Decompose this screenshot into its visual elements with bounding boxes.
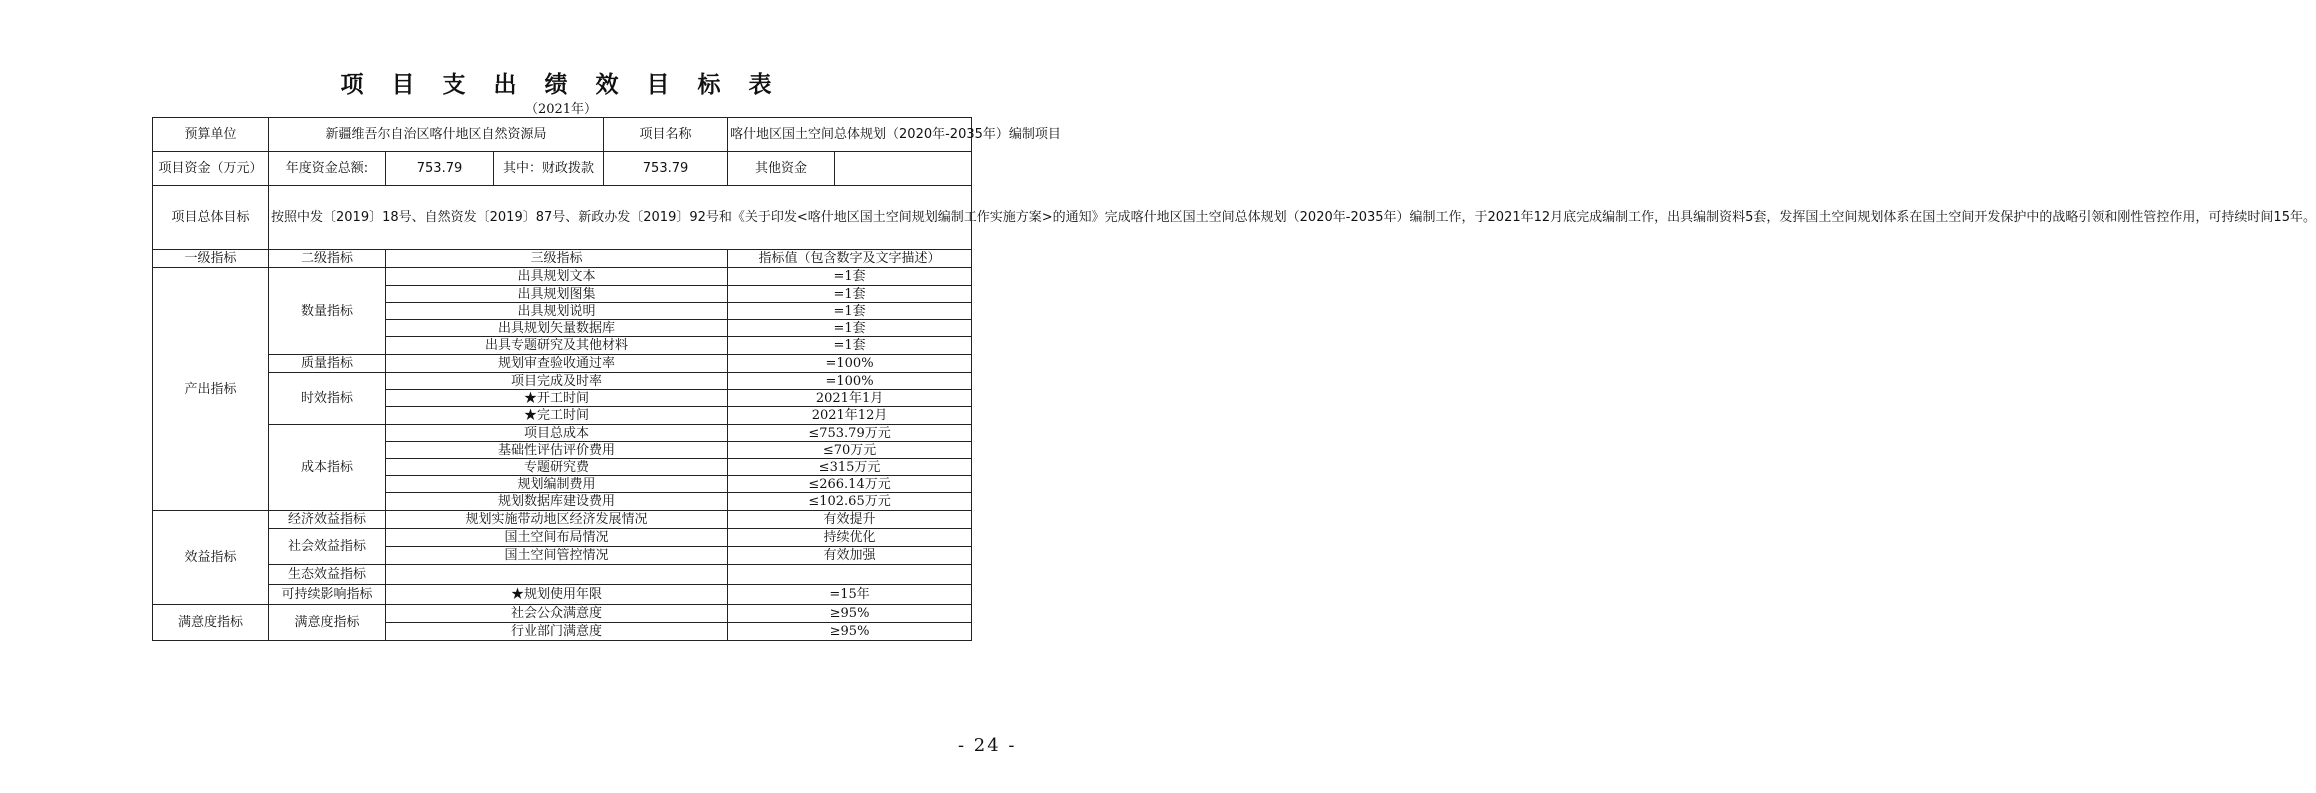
indicator-cell: ★开工时间 — [386, 390, 728, 407]
subgroup-economic: 经济效益指标 — [269, 511, 386, 529]
group-output: 产出指标 — [153, 268, 269, 511]
value-cell: ≤70万元 — [728, 442, 972, 459]
other-funds-value — [835, 152, 972, 186]
indicator-cell: 社会公众满意度 — [386, 605, 728, 623]
group-benefit: 效益指标 — [153, 511, 269, 605]
value-cell: 有效提升 — [728, 511, 972, 529]
project-name-label: 项目名称 — [604, 118, 728, 152]
value-cell: =1套 — [728, 337, 972, 355]
goal-text: 按照中发〔2019〕18号、自然资发〔2019〕87号、新政办发〔2019〕92号和《关于印发<喀什地区国土空间规划编制工作实施方案>的通知》完成喀什地区国土空间总体规划（2020年-2035年）编制工作，于2021年12月底完成编制工作，出具编制资料5套，发挥国土空间规划体系在国土空间开发保护中的战略引领和刚性管控作用，可持续时间15年。 — [269, 186, 972, 250]
indicator-cell: 出具规划矢量数据库 — [386, 320, 728, 337]
other-funds-label: 其他资金 — [728, 152, 835, 186]
group-satisfaction: 满意度指标 — [153, 605, 269, 641]
value-cell: =1套 — [728, 268, 972, 286]
fiscal-label: 其中：财政拨款 — [494, 152, 604, 186]
subgroup-ecological: 生态效益指标 — [269, 565, 386, 585]
subgroup-timeliness: 时效指标 — [269, 373, 386, 425]
value-cell: =15年 — [728, 585, 972, 605]
indicator-cell: 出具规划图集 — [386, 286, 728, 303]
fiscal-value: 753.79 — [604, 152, 728, 186]
value-cell: ≥95% — [728, 623, 972, 641]
value-cell: =1套 — [728, 286, 972, 303]
indicator-cell: 项目完成及时率 — [386, 373, 728, 390]
value-cell: 2021年12月 — [728, 407, 972, 425]
document-year: （2021年） — [524, 102, 598, 117]
indicator-cell: 规划编制费用 — [386, 476, 728, 493]
annual-total-value: 753.79 — [386, 152, 494, 186]
value-cell: ≥95% — [728, 605, 972, 623]
col-header-level3: 三级指标 — [386, 250, 728, 268]
subgroup-social: 社会效益指标 — [269, 529, 386, 565]
value-cell: 持续优化 — [728, 529, 972, 547]
subgroup-quality: 质量指标 — [269, 355, 386, 373]
performance-table — [152, 117, 2316, 641]
indicator-cell: 规划数据库建设费用 — [386, 493, 728, 511]
indicator-cell: 出具专题研究及其他材料 — [386, 337, 728, 355]
indicator-cell: 规划审查验收通过率 — [386, 355, 728, 373]
indicator-cell: ★完工时间 — [386, 407, 728, 425]
goal-label: 项目总体目标 — [153, 186, 269, 250]
value-cell: =1套 — [728, 303, 972, 320]
value-cell: ≤753.79万元 — [728, 425, 972, 442]
col-header-value: 指标值（包含数字及文字描述） — [728, 250, 972, 268]
indicator-cell: 国土空间布局情况 — [386, 529, 728, 547]
annual-total-label: 年度资金总额: — [269, 152, 386, 186]
value-cell: =100% — [728, 373, 972, 390]
document-title: 项 目 支 出 绩 效 目 标 表 — [340, 71, 782, 98]
col-header-level1: 一级指标 — [153, 250, 269, 268]
subgroup-quantity: 数量指标 — [269, 268, 386, 355]
indicator-cell: 国土空间管控情况 — [386, 547, 728, 565]
value-cell: ≤102.65万元 — [728, 493, 972, 511]
subgroup-cost: 成本指标 — [269, 425, 386, 511]
funds-label: 项目资金（万元） — [153, 152, 269, 186]
subgroup-satisfaction: 满意度指标 — [269, 605, 386, 641]
indicator-cell: 项目总成本 — [386, 425, 728, 442]
indicator-cell: 基础性评估评价费用 — [386, 442, 728, 459]
indicator-cell — [386, 565, 728, 585]
subgroup-sustainable: 可持续影响指标 — [269, 585, 386, 605]
col-header-level2: 二级指标 — [269, 250, 386, 268]
value-cell — [728, 565, 972, 585]
indicator-cell: 专题研究费 — [386, 459, 728, 476]
indicator-cell: ★规划使用年限 — [386, 585, 728, 605]
value-cell: 有效加强 — [728, 547, 972, 565]
page-number: - 24 - — [958, 735, 1017, 756]
indicator-cell: 行业部门满意度 — [386, 623, 728, 641]
project-name-value: 喀什地区国土空间总体规划（2020年-2035年）编制项目 — [728, 118, 972, 152]
value-cell: 2021年1月 — [728, 390, 972, 407]
indicator-cell: 出具规划说明 — [386, 303, 728, 320]
value-cell: ≤315万元 — [728, 459, 972, 476]
value-cell: =1套 — [728, 320, 972, 337]
value-cell: =100% — [728, 355, 972, 373]
budget-unit-value: 新疆维吾尔自治区喀什地区自然资源局 — [269, 118, 604, 152]
budget-unit-label: 预算单位 — [153, 118, 269, 152]
indicator-cell: 出具规划文本 — [386, 268, 728, 286]
value-cell: ≤266.14万元 — [728, 476, 972, 493]
indicator-cell: 规划实施带动地区经济发展情况 — [386, 511, 728, 529]
